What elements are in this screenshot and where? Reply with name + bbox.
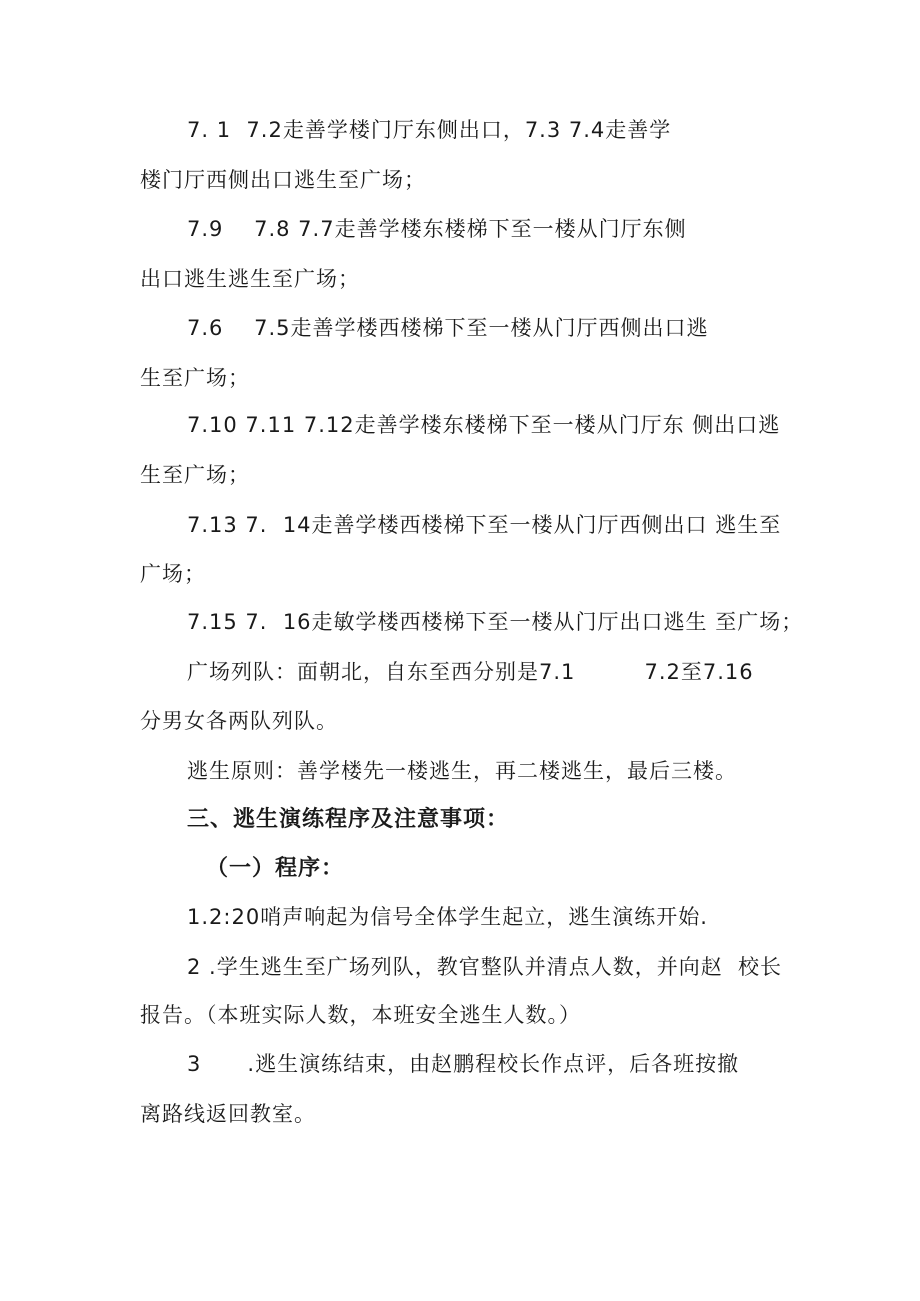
paragraph-line: 分男女各两队列队。 <box>140 709 338 733</box>
section-heading: 三、逃生演练程序及注意事项： <box>187 807 510 832</box>
paragraph-line: 7. 1 7.2走善学楼门厅东侧出口，7.3 7.4走善学 <box>187 118 672 142</box>
paragraph-line: 1.2:20哨声响起为信号全体学生起立，逃生演练开始. <box>187 905 708 929</box>
paragraph-line: 7.6 7.5走善学楼西楼梯下至一楼从门厅西侧出口逃 <box>187 316 709 340</box>
paragraph-line: 2 .学生逃生至广场列队，教官整队并清点人数，并向赵 校长 <box>187 955 783 979</box>
paragraph-line: 7.13 7. 14走善学楼西楼梯下至一楼从门厅西侧出口 逃生至 <box>187 513 782 537</box>
paragraph-line: 7.10 7.11 7.12走善学楼东楼梯下至一楼从门厅东 侧出口逃 <box>187 413 781 437</box>
subsection-heading: （一）程序： <box>206 856 345 881</box>
paragraph-line: 生至广场； <box>140 366 250 390</box>
paragraph-line: 楼门厅西侧出口逃生至广场； <box>140 168 426 192</box>
paragraph-line: 7.9 7.8 7.7走善学楼东楼梯下至一楼从门厅东侧 <box>187 217 687 241</box>
paragraph-line: 7.15 7. 16走敏学楼西楼梯下至一楼从门厅出口逃生 至广场； <box>187 610 804 634</box>
paragraph-line: 报告。（本班实际人数，本班安全逃生人数。） <box>140 1003 581 1027</box>
paragraph-line: 广场列队：面朝北，自东至西分别是7.1 7.2至7.16 <box>187 660 754 684</box>
paragraph-line: 逃生原则：善学楼先一楼逃生，再二楼逃生，最后三楼。 <box>187 759 737 783</box>
paragraph-line: 生至广场； <box>140 463 250 487</box>
paragraph-line: 出口逃生逃生至广场； <box>140 267 360 291</box>
paragraph-line: 广场； <box>140 562 206 586</box>
paragraph-line: 离路线返回教室。 <box>140 1102 316 1126</box>
paragraph-line: 3 .逃生演练结束，由赵鹏程校长作点评，后各班按撤 <box>187 1052 740 1076</box>
